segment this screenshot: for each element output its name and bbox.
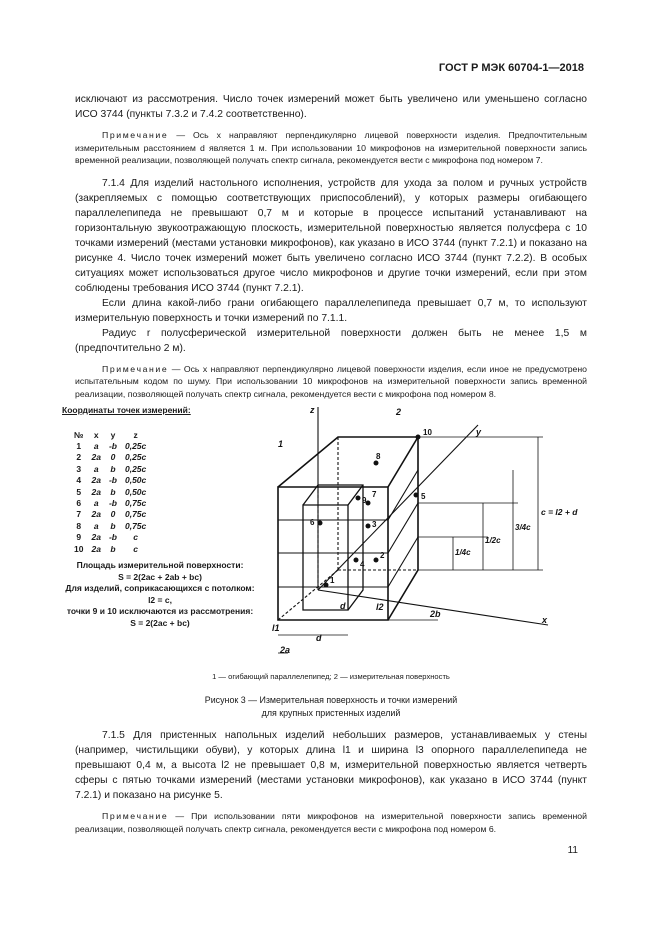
header-cell: № <box>74 429 84 440</box>
formulas <box>60 560 260 629</box>
coordinates-cell: 0,25c <box>124 463 147 474</box>
outer-box-hidden-edge <box>278 570 338 620</box>
coordinates-cell: -b <box>108 475 117 486</box>
coordinates-cell: c <box>133 543 138 554</box>
coordinates-cell: 2a <box>91 486 101 497</box>
coordinates-cell: b <box>110 543 116 554</box>
dim-l2-label: l2 <box>376 602 384 612</box>
coordinates-cell: 0,50c <box>124 486 147 497</box>
header-cell: y <box>110 429 116 440</box>
note-1-text: — Ось x направляют перпендикулярно лицевой поверхности изделия. Предпочтительным измерительным расстоянием d является 1 м. При использовании 10 микрофонов на измерительной поверхности запись временной реализации, позволяющей получать спектр сигнала, рекомендуется вести с микрофона под номером 7. <box>75 130 587 165</box>
point-10 <box>416 435 421 440</box>
text-block-top <box>75 92 587 400</box>
coordinates-cell: 8 <box>76 520 82 531</box>
coordinates-cell: 7 <box>76 509 82 520</box>
coordinates-cell: 0 <box>110 509 116 520</box>
coordinates-cell: b <box>110 486 116 497</box>
document-header: ГОСТ Р МЭК 60704-1—2018 <box>438 62 584 74</box>
coordinates-cell: 4 <box>76 475 82 486</box>
caption-line-1: Рисунок 3 — Измерительная поверхность и точки измерений <box>204 695 458 705</box>
coordinates-cell: b <box>110 463 116 474</box>
coordinates-cell: -b <box>108 532 117 543</box>
paragraph-4: Радиус r полусферической измерительной поверхности должен быть не менее 1,5 м (предпочтительно 2 м). <box>75 327 587 354</box>
coordinates-cell: c <box>133 532 138 543</box>
paragraph-1: исключают из рассмотрения. Число точек измерений может быть увеличено или уменьшено согласно ИСО 3744 (пункты 7.3.2 и 7.4.2 соответственно). <box>75 94 587 120</box>
coordinates-panel <box>60 405 260 629</box>
ceiling-title: Для изделий, соприкасающихся с потолком: <box>65 583 255 594</box>
coordinates-cell: 3 <box>76 463 82 474</box>
z-axis-label: z <box>310 405 315 415</box>
header-cell: z <box>133 429 138 440</box>
coordinates-row <box>70 520 150 531</box>
dim-3-4c-label: 3/4c <box>515 523 531 532</box>
inner-box-edge <box>348 485 363 505</box>
coordinates-row <box>70 440 150 451</box>
paragraph-7-1-5: 7.1.5 Для пристенных напольных изделий небольших размеров, устанавливаемых у стены (например, чистильщики обуви), у которых длина l1 и ширина l3 опорного параллелепипеда не превышают 0,4 м, а высота l2 не превышает 0,8 м, измерительной поверхностью является четверть сферы с пятью точками измерений (местами установки микрофонов), как указано в ИСО 3744 (пункт 7.2.1) и показано на рисунке 5. <box>75 730 587 801</box>
ceiling-condition: l2 = c, <box>148 594 172 605</box>
coordinates-cell: 0,25c <box>124 441 147 452</box>
coordinates-cell: 0,75c <box>124 498 147 509</box>
point-3 <box>366 524 371 529</box>
dim-1-4c-label: 1/4c <box>455 548 471 557</box>
dim-l1-label: l1 <box>272 623 280 633</box>
point-8 <box>374 461 379 466</box>
coordinates-row <box>70 532 150 543</box>
coordinates-row <box>70 486 150 497</box>
figure-caption <box>75 694 587 719</box>
coordinates-cell: 2a <box>91 509 101 520</box>
coordinates-title: Координаты точек измерений: <box>62 405 191 415</box>
coordinates-cell: b <box>110 520 116 531</box>
point-label: 1 <box>330 576 335 585</box>
coordinates-cell: a <box>93 520 99 531</box>
coordinates-row <box>70 475 150 486</box>
coordinates-header-row <box>70 429 150 440</box>
ceiling-formula: S = 2(2ac + bc) <box>130 617 190 628</box>
coordinates-cell: -b <box>108 441 117 452</box>
coordinates-cell: 0,75c <box>124 520 147 531</box>
point-label: 4 <box>360 560 365 569</box>
note-3-text: — При использовании пяти микрофонов на измерительной поверхности запись временной реализации, позволяющей получать спектр сигнала, рекомендуется вести с микрофона под номером 6. <box>75 811 587 834</box>
coordinates-cell: 9 <box>76 532 82 543</box>
coordinates-row <box>70 452 150 463</box>
coordinates-cell: a <box>93 441 99 452</box>
point-label: 3 <box>372 520 377 529</box>
point-2 <box>374 558 379 563</box>
text-block-bottom <box>75 728 587 835</box>
point-1 <box>324 583 329 588</box>
coordinates-row <box>70 509 150 520</box>
outer-box-edge <box>388 437 418 487</box>
coordinates-cell: 10 <box>74 543 84 554</box>
point-5 <box>414 493 419 498</box>
coordinates-row <box>70 543 150 554</box>
area-title: Площадь измерительной поверхности: <box>76 560 244 571</box>
paragraph-3: Если длина какой-либо грани огибающего параллелепипеда превышает 0,7 м, то используют измерительную поверхность и точки измерений по 7.1.1. <box>75 297 587 324</box>
coordinates-cell: 2a <box>91 475 101 486</box>
excluded-points: точки 9 и 10 исключаются из рассмотрения: <box>66 606 254 617</box>
point-label: 5 <box>421 492 426 501</box>
label-2: 2 <box>396 407 402 417</box>
figure-legend: 1 — огибающий параллелепипед; 2 — измерительная поверхность <box>212 672 450 681</box>
coordinates-row <box>70 497 150 508</box>
dim-1-2c-label: 1/2c <box>485 536 501 545</box>
coordinates-cell: 0,50c <box>124 475 147 486</box>
coordinates-cell: 2a <box>91 543 101 554</box>
figure-3-diagram <box>258 395 588 660</box>
coordinates-cell: 1 <box>76 441 82 452</box>
note-1-label: Примечание <box>102 130 169 140</box>
note-2-label: Примечание <box>102 363 169 374</box>
note-3 <box>75 810 587 835</box>
note-2-text: — Ось x направляют перпендикулярно лицевой поверхности изделия, если иное не предусмотрено испытательным кодом по шуму. При использовании 10 микрофонов на измерительной поверхности запись временной реализации, позволяющей получать спектр сигнала, рекомендуется вести с микрофона под номером 8. <box>75 363 587 399</box>
coordinates-cell: -b <box>108 498 117 509</box>
inner-box-side <box>303 485 363 610</box>
point-4 <box>354 558 359 563</box>
point-label: 8 <box>376 452 381 461</box>
x-axis-label: x <box>542 615 548 625</box>
coordinates-cell: 0 <box>110 452 116 463</box>
point-9 <box>356 496 361 501</box>
dim-d-bottom-label: d <box>316 633 322 643</box>
coordinates-cell: a <box>93 463 99 474</box>
coordinates-cell: 2 <box>76 452 82 463</box>
paragraph-7-1-4: 7.1.4 Для изделий настольного исполнения, устройств для ухода за полом и ручных устройств (закрепляемых с помощью соответствующих приспособлений), у которых размеры огибающего параллелепипеда не превышают 0,7 м и которые в процессе испытаний устанавливают на горизонтальную звукоотражающую плоскость, измерительной поверхностью является полусфера с 10 точками измерений (местами установки микрофонов), как указано в ИСО 3744 (пункт 7.2.1) и показано на рисунке 4. Число точек измерений может быть увеличено согласно ИСО 3744 (пункт 7.2.2). В особых ситуациях может использоваться другое число микрофонов и другие точки измерений, если при этом соблюдены требования ИСО 3744 (пункт 7.2.1). <box>75 177 587 294</box>
point-label: 9 <box>362 496 367 505</box>
coordinates-cell: 6 <box>76 498 82 509</box>
coordinates-cell: a <box>93 498 99 509</box>
note-3-label: Примечание <box>102 811 169 821</box>
point-label: 7 <box>372 490 377 499</box>
coordinates-cell: 0,75c <box>124 509 147 520</box>
coordinates-cell: 2a <box>91 452 101 463</box>
point-label: 2 <box>380 551 385 560</box>
point-label: 6 <box>310 518 315 527</box>
note-1 <box>75 129 587 167</box>
dim-d-label: d <box>340 601 346 611</box>
y-axis-label: y <box>476 427 482 437</box>
coordinates-cell: 0,25c <box>124 452 147 463</box>
area-formula: S = 2(2ac + 2ab + bc) <box>118 571 202 582</box>
page-number: 11 <box>567 845 578 856</box>
y-axis <box>318 425 478 590</box>
coordinates-cell: 2a <box>91 532 101 543</box>
header-cell: x <box>93 429 99 440</box>
dim-2a-label: 2a <box>280 645 291 655</box>
coordinates-row <box>70 463 150 474</box>
point-label: 10 <box>423 428 432 437</box>
point-6 <box>318 521 323 526</box>
coordinates-cell: 5 <box>76 486 82 497</box>
caption-line-2: для крупных пристенных изделий <box>261 707 401 718</box>
dim-2b-label: 2b <box>430 609 441 619</box>
label-1: 1 <box>278 439 284 449</box>
coordinates-table <box>70 429 150 554</box>
c-formula: c = l2 + d <box>541 507 578 517</box>
